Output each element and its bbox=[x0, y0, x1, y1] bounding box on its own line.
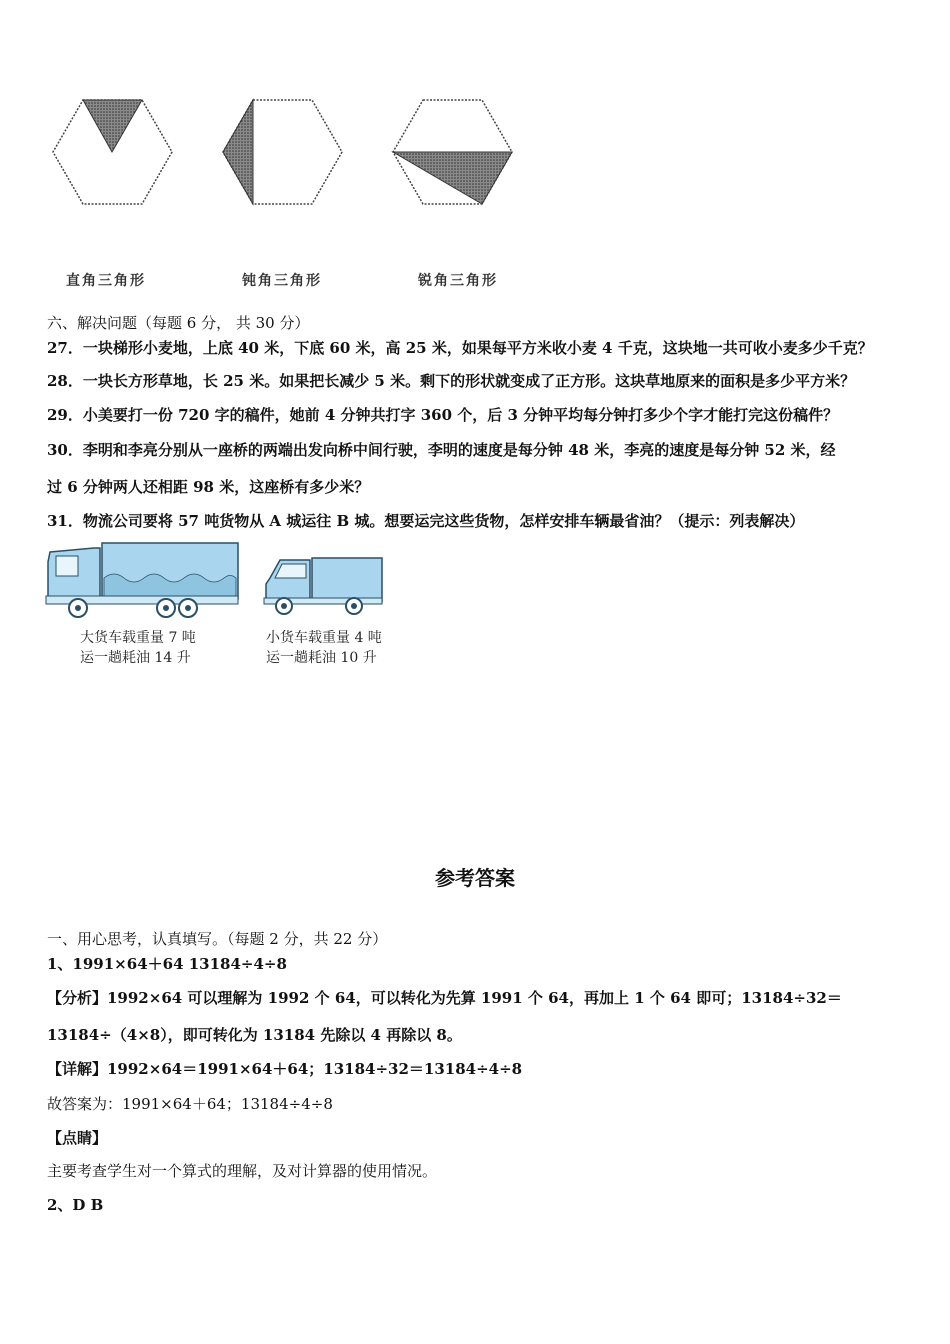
answer-2: 2、D B bbox=[47, 1196, 104, 1214]
question-29: 29．小美要打一份 720 字的稿件，她前 4 分钟共打字 360 个，后 3 分钟平均每分钟打多少个字才能打完这份稿件？ bbox=[47, 406, 839, 424]
answer-1-analysis-line2: 13184÷（4×8），即可转化为 13184 先除以 4 再除以 8。 bbox=[47, 1026, 462, 1044]
answer-1: 1、1991×64＋64 13184÷4÷8 bbox=[47, 955, 287, 973]
answer-1-comment-heading: 【点睛】 bbox=[47, 1129, 108, 1147]
question-30-line1: 30．李明和李亮分别从一座桥的两端出发向桥中间行驶，李明的速度是每分钟 48 米，李亮的速度是每分钟 52 米，经 bbox=[47, 441, 836, 459]
answer-1-detail: 【详解】1992×64＝1991×64＋64；13184÷32＝13184÷4÷8 bbox=[47, 1060, 523, 1078]
big-truck-fuel: 运一趟耗油 14 升 bbox=[80, 650, 191, 666]
small-truck-fuel: 运一趟耗油 10 升 bbox=[266, 650, 377, 666]
answer-1-result: 故答案为：1991×64＋64；13184÷4÷8 bbox=[47, 1095, 333, 1113]
small-truck-caption bbox=[266, 628, 382, 668]
answer-1-comment: 主要考查学生对一个算式的理解，及对计算器的使用情况。 bbox=[47, 1162, 438, 1180]
big-truck-capacity: 大货车载重量 7 吨 bbox=[80, 630, 196, 646]
hexagon-figures bbox=[40, 90, 540, 300]
caption-right-triangle: 直角三角形 bbox=[66, 273, 146, 289]
question-27: 27．一块梯形小麦地，上底 40 米，下底 60 米，高 25 米，如果每平方米收小麦 4 千克，这块地一共可收小麦多少千克？ bbox=[47, 339, 873, 357]
answer-section1-heading: 一、用心思考，认真填写。（每题 2 分，共 22 分） bbox=[47, 930, 388, 948]
hexagon-right-triangle bbox=[53, 100, 172, 204]
caption-obtuse-triangle: 钝角三角形 bbox=[242, 273, 322, 289]
big-truck-caption bbox=[80, 628, 196, 668]
big-truck-icon bbox=[44, 540, 244, 620]
caption-acute-triangle: 锐角三角形 bbox=[418, 273, 498, 289]
question-31: 31．物流公司要将 57 吨货物从 A 城运往 B 城。想要运完这些货物，怎样安排车辆最省油？（提示：列表解决） bbox=[47, 512, 805, 530]
section6-heading: 六、解决问题（每题 6 分， 共 30 分） bbox=[47, 314, 310, 332]
answer-1-analysis-line1: 【分析】1992×64 可以理解为 1992 个 64，可以转化为先算 1991 个 64，再加上 1 个 64 即可；13184÷32＝ bbox=[47, 989, 842, 1007]
answer-title: 参考答案 bbox=[435, 866, 515, 890]
small-truck-icon bbox=[262, 556, 386, 616]
question-28: 28．一块长方形草地，长 25 米。如果把长减少 5 米。剩下的形状就变成了正方形。这块草地原来的面积是多少平方米？ bbox=[47, 372, 856, 390]
question-30-line2: 过 6 分钟两人还相距 98 米，这座桥有多少米？ bbox=[47, 478, 370, 496]
hexagon-diagram bbox=[40, 90, 540, 300]
small-truck-capacity: 小货车载重量 4 吨 bbox=[266, 630, 382, 646]
hexagon-obtuse-triangle bbox=[223, 100, 342, 204]
hexagon-acute-triangle bbox=[393, 100, 512, 204]
